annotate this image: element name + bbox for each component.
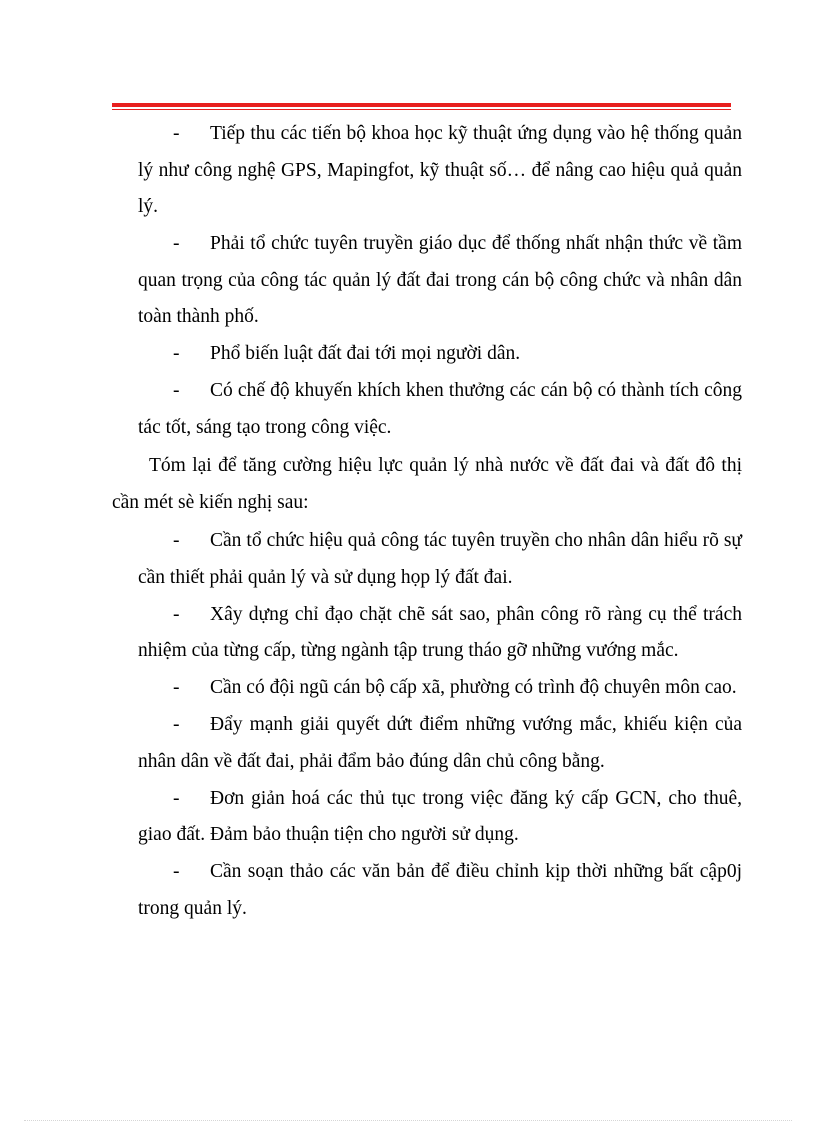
recommendation-list-a <box>112 116 742 446</box>
list-item <box>112 373 742 446</box>
header-rule-thin <box>112 109 731 110</box>
list-item-marker: - <box>173 677 180 698</box>
list-item-marker: - <box>173 380 180 401</box>
list-item <box>112 116 742 226</box>
list-item <box>112 336 742 373</box>
list-item-marker: - <box>173 603 180 625</box>
list-item-marker: - <box>173 343 180 364</box>
list-item-text: Xây dựng chỉ đạo chặt chẽ sát sao, phân công rõ ràng cụ thể trách nhiệm của từng cấp, từng ngành tập trung tháo gỡ những vướng mắc. <box>138 603 742 661</box>
list-item-text: Đẩy mạnh giải quyết dứt điểm những vướng mắc, khiếu kiện của nhân dân về đất đai, phải đẩm bảo đúng dân chủ công bằng. <box>138 714 742 772</box>
list-item-marker: - <box>173 861 180 882</box>
recommendation-list-b <box>112 523 742 927</box>
list-item <box>112 670 742 707</box>
list-item <box>112 781 742 854</box>
list-item-marker: - <box>173 123 180 144</box>
list-item <box>112 707 742 780</box>
list-item-text: Phổ biến luật đất đai tới mọi người dân. <box>210 343 521 364</box>
list-item-text: Tiếp thu các tiến bộ khoa học kỹ thuật ứng dụng vào hệ thống quản lý như công nghệ GPS, Mapingfot, kỹ thuật số… để nâng cao hiệu quả quản lý. <box>138 123 742 217</box>
list-item-text: Cần có đội ngũ cán bộ cấp xã, phường có trình độ chuyên môn cao. <box>210 677 737 698</box>
header-rule-thick <box>112 103 731 107</box>
document-body <box>112 116 742 927</box>
list-item-marker: - <box>173 787 180 809</box>
page-bottom-divider <box>24 1120 792 1121</box>
list-item-text: Đơn giản hoá các thủ tục trong việc đăng ký cấp GCN, cho thuê, giao đất. Đảm bảo thuận tiện cho người sử dụng. <box>138 787 742 845</box>
list-item-text: Cần tổ chức hiệu quả công tác tuyên truyền cho nhân dân hiểu rõ sự cần thiết phải quản lý và sử dụng họp lý đất đai. <box>138 530 742 588</box>
list-item-marker: - <box>173 233 180 254</box>
list-item-marker: - <box>173 530 180 551</box>
list-item <box>112 597 742 670</box>
list-item-text: Cần soạn thảo các văn bản để điều chỉnh kịp thời những bất cập0j trong quản lý. <box>138 861 742 919</box>
list-item <box>112 226 742 336</box>
summary-paragraph: Tóm lại để tăng cường hiệu lực quản lý nhà nước về đất đai và đất đô thị cần mét sè kiến nghị sau: <box>112 455 742 513</box>
list-item-text: Phải tổ chức tuyên truyền giáo dục để thống nhất nhận thức về tầm quan trọng của công tác quản lý đất đai trong cán bộ công chức và nhân dân toàn thành phố. <box>138 233 742 327</box>
list-item-text: Có chế độ khuyến khích khen thưởng các cán bộ có thành tích công tác tốt, sáng tạo trong công việc. <box>138 380 742 438</box>
list-item <box>112 523 742 596</box>
list-item-marker: - <box>173 714 180 735</box>
list-item <box>112 854 742 927</box>
